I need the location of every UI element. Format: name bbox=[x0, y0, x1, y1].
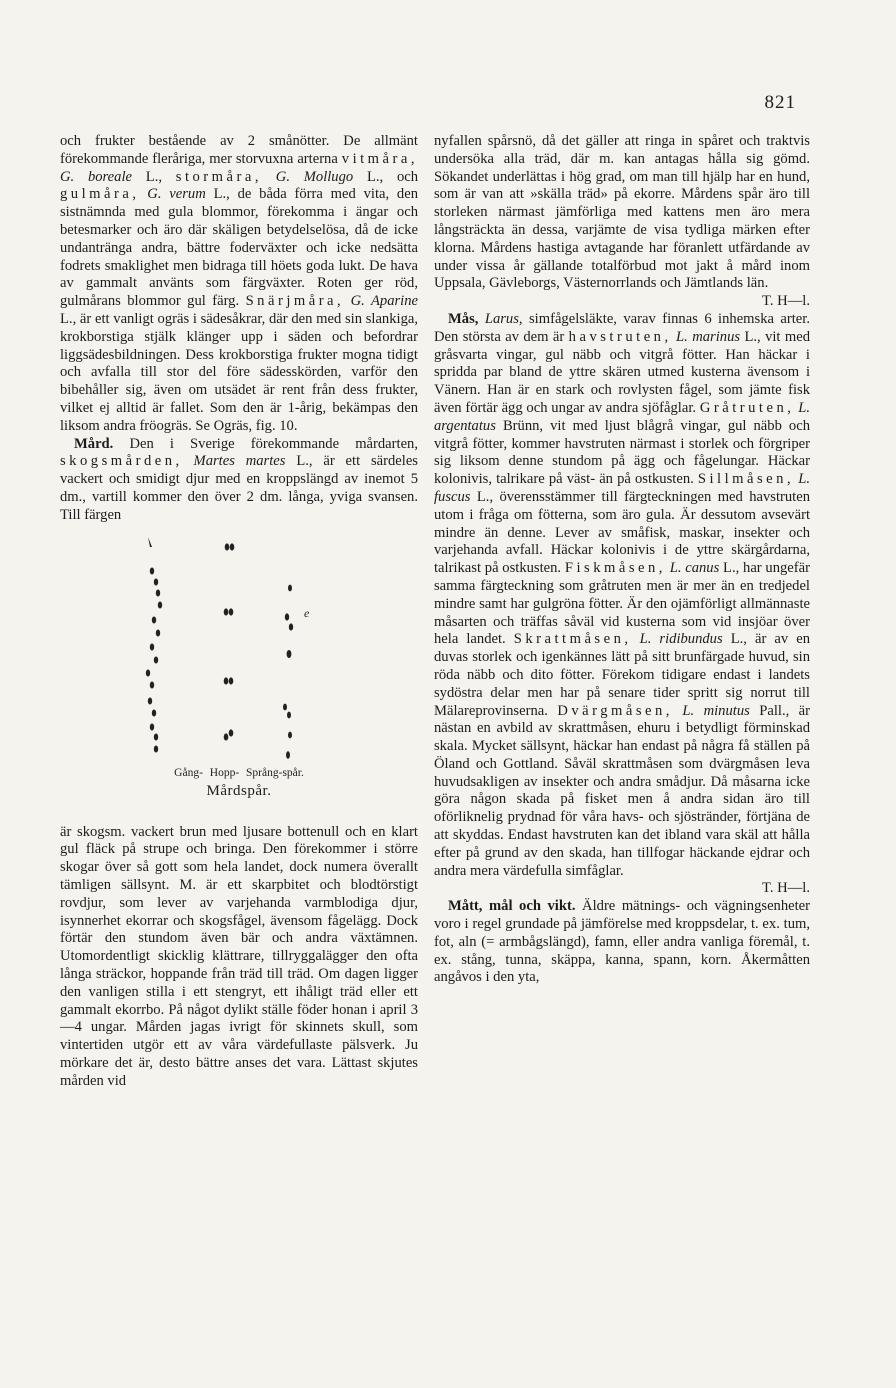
entry-heading-mard: Mård. bbox=[74, 435, 114, 452]
paragraph-mard-continued: är skogsm. vackert brun med ljusare bottenull och en klart gul fläck på strupe och bringa. Den förekommer i större skogar över så gott som hela landet, dock numera överallt tämligen sällsynt. M. är ett skarpbitet och blodtörstigt rovdjur, som lever av varjehanda varmblodiga djur, isynnerhet ekorrar och skogsfågel, ävensom fågelägg. Dock förtär den stundom även bär och andra växtämnen. Utomordentligt skicklig klättrare, tillryggalägger den ofta långa sträckor, hoppande från träd till träd. Om dagen ligger den vanligen stilla i ett stengryt, ett ihåligt träd eller ett gammalt ekorrbo. På något dylikt ställe föder honan i april 3—4 ungar. Mården jagas ivrigt för skinnets skull, som vintertiden utgör ett av våra värdefullaste pälsverk. Ju mörkare det är, desto bättre anses det vara. Lättast skjutes mården vid bbox=[60, 823, 418, 1089]
paragraph-mard: Mård. Den i Sverige förekommande mårdarten, skogsmården, Martes martes L., är ett särdeles vackert och smidigt djur med en kroppslängd av inemot 5 dm., vartill kommer den över 2 dm. långa, yviga svansen. Till färgen bbox=[60, 435, 418, 523]
term-skrattmasen: Skrattmåsen, bbox=[513, 631, 632, 648]
term-snarjmara: Snärjmåra, bbox=[245, 293, 345, 310]
track-mark bbox=[148, 537, 152, 547]
entry-heading-mas: Mås, bbox=[448, 310, 479, 327]
entry-heading-matt: Mått, mål och vikt. bbox=[448, 898, 576, 915]
figure-track-labels: Gång- Hopp- Språng-spår. bbox=[174, 766, 304, 779]
term-grastruten: Gråtruten, bbox=[699, 399, 795, 416]
paragraph-galium: och frukter bestående av 2 smånötter. De allmänt förekommande fleråriga, mer storvuxna arterna vitmåra, G. boreale L., stormåra, G. Mollugo L., och gulmåra, G. verum L., de båda förra med vita, den sistnämnda med gula blommor, förekomma i ängar och betesmarker och äro där skäligen betydelselösa, då de icke undantränga andra, bättre foderväxter och icke nedsätta fodrets smaklighet men bidraga till höets goda lukt. De hava av gammalt använts som färgväxter. Roten ger röd, gulmårans blommor gul färg. Snärjmåra, G. Aparine L., är ett vanligt ogräs i sädesåkrar, där den med sin slankiga, krokborstiga stjälk klänger upp i säden och befordrar liggsädesbildningen. Dess krokborstiga frukter mogna tidigt och avfalla till stor del före sädesskörden, varför den bibehåller sig, även om utsädet är rent från dess frukter, vilket ej alltid är fallet. Som den är 1-årig, bekämpas den liksom andra fröogräs. Se Ogräs, fig. 10. bbox=[60, 133, 419, 434]
figure-caption: Mårdspår. bbox=[206, 782, 272, 799]
author-signature: T. H—l. bbox=[762, 880, 810, 897]
left-column bbox=[60, 133, 418, 1090]
term-vitmara: vitmåra, bbox=[341, 150, 418, 167]
right-column bbox=[434, 133, 810, 987]
marten-tracks-illustration bbox=[60, 533, 418, 773]
figure-mark-e: e bbox=[304, 605, 310, 620]
term-dvargmasen: Dvärgmåsen, bbox=[557, 702, 673, 719]
paragraph-mas: Mås, Larus, simfågelsläkte, varav finnas 6 inhemska arter. Den största av dem är havstruten, L. marinus L., vit med gråsvarta vingar, gul näbb och vitgrå fötter. Han häckar i spridda par bland de yttre skären utmed kusterna ävensom i Vänern. Han är en stark och rovlysten fågel, som jämte fisk även förtär ägg och ungar av andra sjöfåglar. Gråtruten, L. argentatus Brünn, vit med ljust blågrå vingar, gul näbb och vitgrå fötter, kommer havstruten närmast i storlek och förgriper sig liksom denne stundom på ägg och fågelungar. Häckar kolonivis, talrikare på väst- än på ostkusten. Sillmåsen, L. fuscus L., överensstämmer till färgteckningen med havstruten utom i fråga om fötterna, som äro gula. Är dessutom avsevärt mindre än denne. Lever av småfisk, maskar, insekter och varjehanda avfall. Häckar kolonivis i de yttre skärgårdarna, talrikast på ostkusten. Fiskmåsen, L. canus L., har ungefär samma färgteckning som gråtruten men är mer än en tredjedel mindre samt har gulgröna fötter. Är den ojämförligt allmännaste måsarten och träffas såväl vid kusterna som vid insjöar över hela landet. Skrattmåsen, L. ridibundus L., är av en duvas storlek och igenkännes lätt på sitt brunfärgade huvud, sin röda näbb och dito fötter. Förekom tidigare endast i landets sydöstra delar men har på senare tider spritt sig norrut till Mälareprovinserna. Dvärgmåsen, L. minutus Pall., är nästan en avbild av skrattmåsen, ehuru i betydligt förminskad skala. Mycket sällsynt, häckar han endast på några få ställen på Öland och Gottland. Såväl skrattmåsen som dvärgmåsen leva huvudsakligen av insekter och andra smådjur. Då måsarna icke göra någon skada på fisket men å andra sidan äro till oförliknelig prydnad för våra havs- och sjöstränder, förtjäna de att skyddas. Endast havstruten kan det ibland vara skäl att hålla efter på grund av den skada, han tillfogar häckande ejdrar och andra mera värdefulla simfåglar. T. H—l. bbox=[434, 310, 811, 897]
term-skogsmarden: skogsmården, bbox=[60, 453, 183, 470]
marten-tracks-figure bbox=[60, 533, 418, 818]
term-stormara: stormåra, bbox=[175, 168, 262, 185]
paragraph-matt: Mått, mål och vikt. Äldre mätnings- och vägningsenheter voro i regel grundade på jämförelse med kroppsdelar, t. ex. tum, fot, aln (= armbågslängd), famn, eller andra vanliga föremål, t. ex. stång, tunna, skäppa, kanna, spann, korn. Åkermåtten angåvos i den yta, bbox=[434, 898, 811, 986]
term-fiskmasen: Fiskmåsen, bbox=[564, 560, 666, 577]
paragraph-mard-hunting: nyfallen spårsnö, då det gäller att ringa in spåret och traktvis undersöka alla träd, där m. kan antagas hålla sig gömd. Sökandet underlättas i hög grad, om man till hjälp har en hund, som är van att »skälla träd» på ekorre. Mårdens spår äro till storleken närmast jämförliga med kattens men äro mera långsträckta än dessa, varjämte de visa tydliga märken efter klorna. Mårdens hastiga avtagande har föranlett utfärdande av under vissa år gällande totalförbud mot jakt å mård inom Uppsala, Gävleborgs, Västernorrlands och Jämtlands län. T. H—l. bbox=[434, 133, 810, 310]
page-number: 821 bbox=[764, 92, 796, 113]
author-signature: T. H—l. bbox=[762, 293, 810, 310]
term-havstruten: havstruten, bbox=[568, 328, 672, 345]
term-gulmara: gulmåra, bbox=[60, 186, 140, 203]
term-sillmasen: Sillmåsen, bbox=[697, 471, 795, 488]
